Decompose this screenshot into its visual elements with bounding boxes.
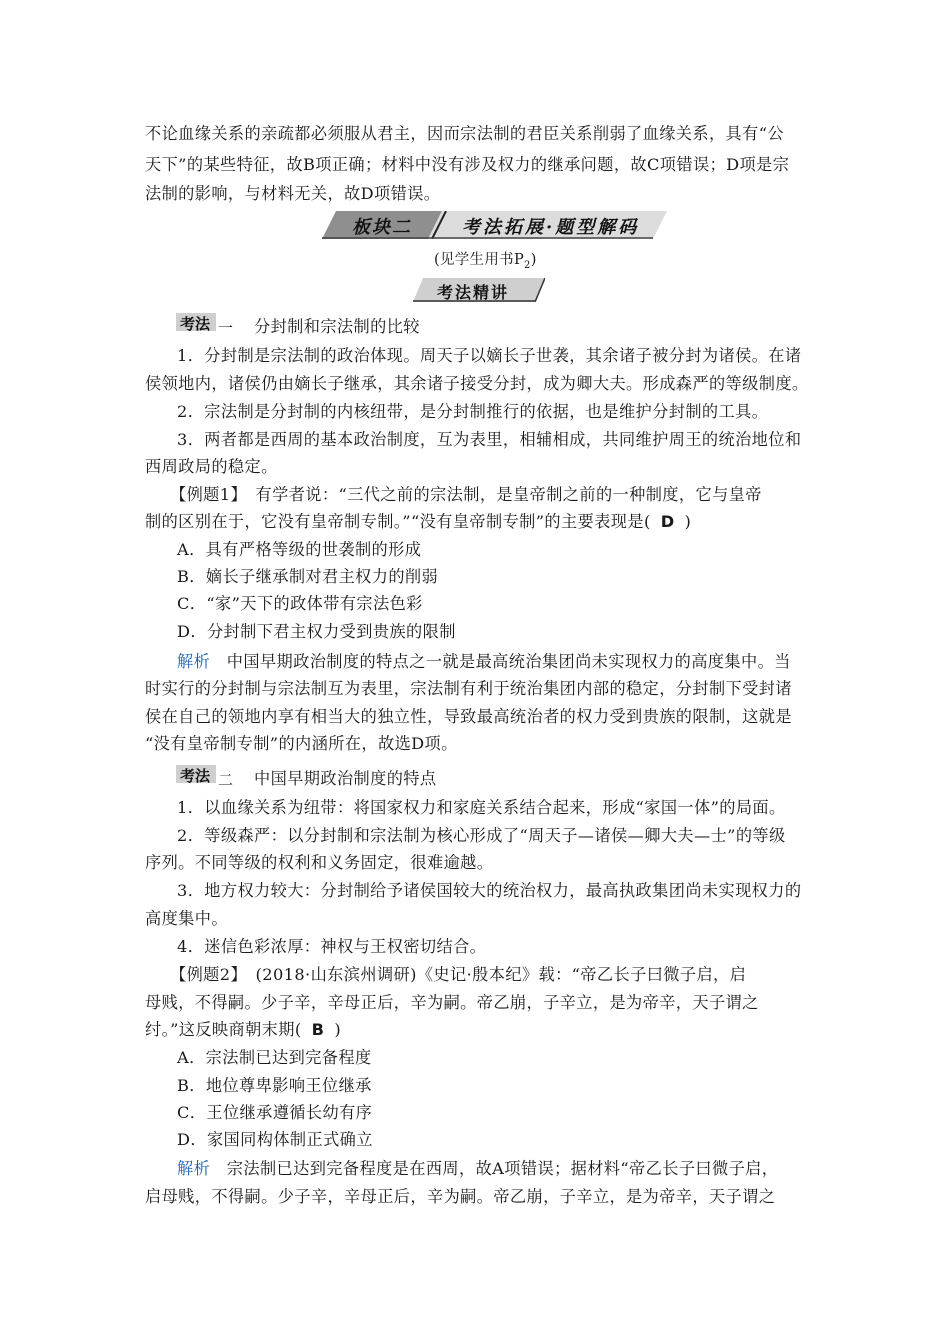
section-tag <box>413 278 545 302</box>
example-2-analysis-text: 宗法制已达到完备程度是在西周，故A项错误；据材料“帝乙长子曰微子启， <box>210 1159 779 1178</box>
book-reference-close: ) <box>530 252 537 268</box>
kaofa-1-line-4: 3．两者都是西周的基本政治制度，互为表里，相辅相成，共同维护周王的统治地位和 <box>177 430 802 449</box>
kaofa-1-line-3: 2．宗法制是分封制的内核纽带，是分封制推行的依据，也是维护分封制的工具。 <box>177 402 769 421</box>
section-tag-text: 考法精讲 <box>437 283 510 302</box>
kaofa-1-title: 分封制和宗法制的比较 <box>254 317 420 336</box>
book-reference <box>434 248 537 271</box>
kaofa-2-line-2: 2．等级森严：以分封制和宗法制为核心形成了“周天子—诸侯—卿大夫—士”的等级 <box>177 826 786 845</box>
example-1-answer: D <box>660 512 675 531</box>
kaofa-1-line-2: 侯领地内，诸侯仍由嫡长子继承，其余诸子接受分封，成为卿大夫。形成森严的等级制度。 <box>145 374 809 393</box>
example-2-option-b: B．地位尊卑影响王位继承 <box>177 1076 372 1095</box>
kaofa-1-label: 考法 <box>180 315 211 333</box>
example-2-stem-line-1: 【例题2】 (2018·山东滨州调研)《史记·殷本纪》载：“帝乙长子曰微子启，启 <box>170 965 747 984</box>
section-banner <box>322 211 667 239</box>
kaofa-2-line-3: 序列。不同等级的权利和义务固定，很难逾越。 <box>145 853 494 872</box>
example-2-answer: B <box>311 1020 325 1039</box>
example-1-stem-close: ) <box>684 512 692 531</box>
example-1-stem-line-1: 【例题1】 有学者说：“三代之前的宗法制，是皇帝制之前的一种制度，它与皇帝 <box>170 485 762 504</box>
example-1-option-d: D．分封制下君主权力受到贵族的限制 <box>177 622 456 641</box>
banner-left-text: 板块二 <box>352 217 412 238</box>
kaofa-1-line-1: 1．分封制是宗法制的政治体现。周天子以嫡长子世袭，其余诸子被分封为诸侯。在诸 <box>177 346 802 365</box>
example-2-stem-text: 纣。”这反映商朝末期( <box>145 1020 302 1039</box>
kaofa-2-number: 二 <box>218 771 234 789</box>
example-1-analysis-line-1 <box>177 652 791 672</box>
kaofa-1-marker <box>176 313 232 335</box>
example-2-option-d: D．家国同构体制正式确立 <box>177 1130 373 1149</box>
example-1-analysis-line-2: 时实行的分封制与宗法制互为表里，宗法制有利于统治集团内部的稳定，分封制下受封诸 <box>145 679 792 698</box>
kaofa-2-line-6: 4．迷信色彩浓厚：神权与王权密切结合。 <box>177 937 487 956</box>
example-1-analysis-label: 解析 <box>177 652 211 671</box>
intro-line-1: 不论血缘关系的亲疏都必须服从君主，因而宗法制的君臣关系削弱了血缘关系，具有“公 <box>145 124 784 143</box>
example-1-option-b: B．嫡长子继承制对君主权力的削弱 <box>177 567 439 586</box>
kaofa-2-line-5: 高度集中。 <box>145 909 228 928</box>
kaofa-2-marker <box>176 765 232 787</box>
example-2-stem-close: ) <box>334 1020 342 1039</box>
intro-line-3: 法制的影响，与材料无关，故D项错误。 <box>145 184 441 203</box>
example-2-stem-line-3 <box>145 1020 341 1040</box>
banner-right-text: 考法拓展·题型解码 <box>462 217 640 238</box>
example-1-option-a: A．具有严格等级的世袭制的形成 <box>177 540 422 559</box>
example-1-stem-line-2 <box>145 512 691 532</box>
example-2-analysis-label: 解析 <box>177 1159 211 1178</box>
example-2-option-a: A．宗法制已达到完备程度 <box>177 1048 372 1067</box>
kaofa-2-line-4: 3．地方权力较大：分封制给予诸侯国较大的统治权力，最高执政集团尚未实现权力的 <box>177 881 802 900</box>
example-2-analysis-line-1 <box>177 1159 778 1179</box>
kaofa-1-line-5: 西周政局的稳定。 <box>145 457 278 476</box>
example-2-stem-line-2: 母贱，不得嗣。少子辛，辛母正后，辛为嗣。帝乙崩，子辛立，是为帝辛，天子谓之 <box>145 993 759 1012</box>
example-1-stem-text: 制的区别在于，它没有皇帝制专制。”“没有皇帝制专制”的主要表现是( <box>145 512 651 531</box>
kaofa-1-number: 一 <box>218 319 234 337</box>
intro-line-2: 天下”的某些特征，故B项正确；材料中没有涉及权力的继承问题，故C项错误；D项是宗 <box>145 155 790 174</box>
example-1-option-c: C．“家”天下的政体带有宗法色彩 <box>177 594 423 613</box>
example-1-analysis-line-3: 侯在自己的领地内享有相当大的独立性，导致最高统治者的权力受到贵族的限制，这就是 <box>145 707 792 726</box>
kaofa-2-label: 考法 <box>180 767 211 785</box>
kaofa-2-title: 中国早期政治制度的特点 <box>254 769 437 788</box>
example-1-analysis-text: 中国早期政治制度的特点之一就是最高统治集团尚未实现权力的高度集中。当 <box>210 652 791 671</box>
kaofa-2-line-1: 1．以血缘关系为纽带：将国家权力和家庭关系结合起来，形成“家国一体”的局面。 <box>177 798 786 817</box>
example-1-analysis-line-4: “没有皇帝制专制”的内涵所在，故选D项。 <box>145 734 458 753</box>
book-reference-page: 2 <box>524 259 531 271</box>
example-2-option-c: C．王位继承遵循长幼有序 <box>177 1103 373 1122</box>
book-reference-text: (见学生用书P <box>434 252 525 268</box>
example-2-analysis-line-2: 启母贱，不得嗣。少子辛，辛母正后，辛为嗣。帝乙崩，子辛立，是为帝辛，天子谓之 <box>145 1187 776 1206</box>
